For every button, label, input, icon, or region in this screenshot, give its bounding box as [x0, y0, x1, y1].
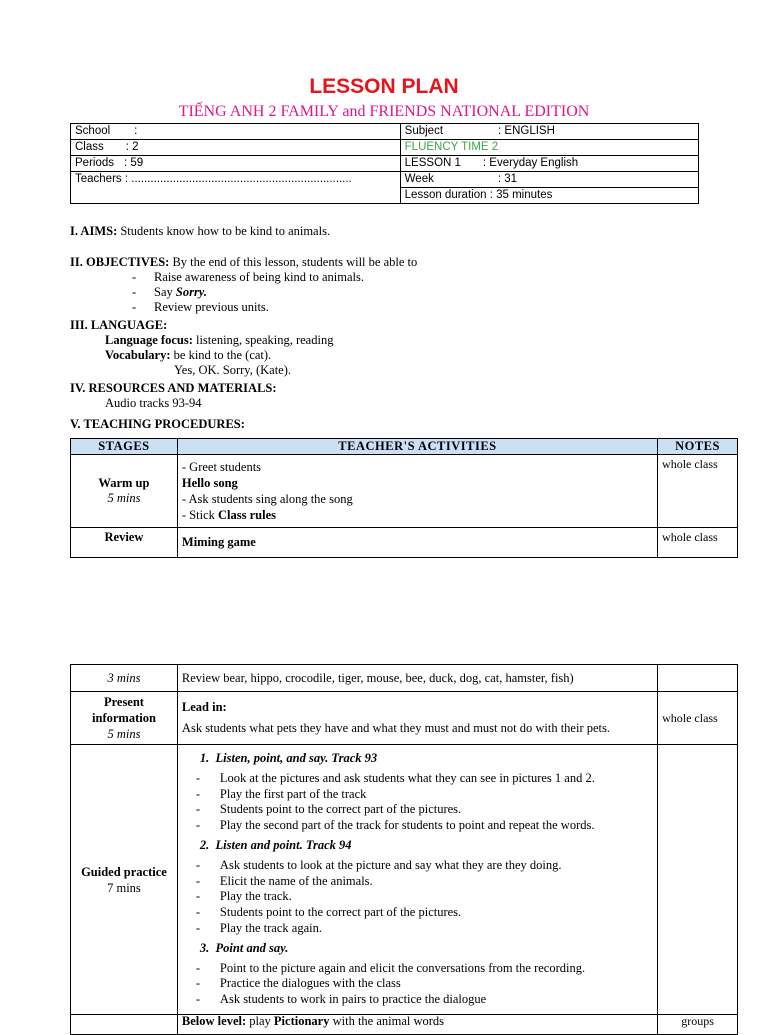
review-note: whole class	[658, 528, 738, 558]
info-table	[70, 123, 699, 204]
guided-activity: 1. Listen, point, and say. Track 93 - Look at the pictures and ask students what they can see in pictures 1 and 2. - Play the first part of the track - Students point to the correct part of the pictures. - Play the second part of the track for students to point and repeat the words. 2. Listen and point. Track 94 - Ask students to look at the picture and say what they are they doing. - Elicit the name of the animals. - Play the track. - Students point to the correct part of the pictures. - Play the track again. 3. Point and say. - Point to the picture again and elicit the conversations from the recording. - Practice the dialogues with the class - Ask students to work in pairs to practice the dialogue	[177, 745, 657, 1015]
col-notes: NOTES	[658, 439, 738, 455]
subject-cell: Subject : ENGLISH	[400, 124, 698, 140]
procedures-table-2	[70, 664, 738, 1035]
list-item: - Play the first part of the track	[182, 787, 653, 803]
duration-cell: Lesson duration : 35 minutes	[400, 188, 698, 204]
objective-item: - Say Sorry.	[132, 285, 690, 300]
teachers-cell: Teachers : .....................................................................	[71, 172, 401, 204]
review-time: 3 mins	[71, 665, 178, 692]
language-section: III. LANGUAGE: Language focus: listening, speaking, reading Vocabulary: be kind to the (cat). Yes, OK. Sorry, (Kate).	[70, 318, 334, 377]
list-item: - Students point to the correct part of the pictures.	[182, 905, 653, 921]
list-item: - Ask students to look at the picture and say what they are they doing.	[182, 858, 653, 874]
review-stage: Review	[71, 528, 178, 558]
objective-item: - Raise awareness of being kind to animals.	[132, 270, 690, 285]
col-stages: STAGES	[71, 439, 178, 455]
list-item: - Play the track.	[182, 889, 653, 905]
procedures-table-1	[70, 438, 738, 558]
periods-cell: Periods : 59	[71, 156, 401, 172]
resources-section: IV. RESOURCES AND MATERIALS: Audio tracks 93-94	[70, 381, 277, 410]
list-item: - Look at the pictures and ask students what they can see in pictures 1 and 2.	[182, 771, 653, 787]
class-cell: Class : 2	[71, 140, 401, 156]
review-activity: Miming game	[177, 528, 657, 558]
page-subtitle: TIẾNG ANH 2 FAMILY and FRIENDS NATIONAL EDITION	[178, 103, 590, 120]
guided-note	[658, 745, 738, 1015]
present-note: whole class	[658, 692, 738, 745]
week-cell: Week : 31	[400, 172, 698, 188]
list-item: - Elicit the name of the animals.	[182, 874, 653, 890]
review-text: Review bear, hippo, crocodile, tiger, mouse, bee, duck, dog, cat, hamster, fish)	[177, 665, 657, 692]
list-item: - Students point to the correct part of the pictures.	[182, 802, 653, 818]
guided-stage: Guided practice 7 mins	[71, 745, 178, 1015]
list-item: - Play the second part of the track for students to point and repeat the words.	[182, 818, 653, 834]
present-stage: Present information 5 mins	[71, 692, 178, 745]
list-item: - Point to the picture again and elicit the conversations from the recording.	[182, 961, 653, 977]
col-activities: TEACHER'S ACTIVITIES	[177, 439, 657, 455]
warmup-note: whole class	[658, 455, 738, 528]
warmup-activity: - Greet students Hello song - Ask students sing along the song - Stick Class rules	[177, 455, 657, 528]
procedures-heading: V. TEACHING PROCEDURES:	[70, 417, 245, 431]
school-cell: School :	[71, 124, 401, 140]
objective-item: - Review previous units.	[132, 300, 690, 315]
below-note: groups	[658, 1015, 738, 1035]
page-title: LESSON PLAN	[309, 75, 459, 98]
empty-note	[658, 665, 738, 692]
below-stage	[71, 1015, 178, 1035]
present-activity: Lead in: Ask students what pets they have and what they must and must not do with their pets.	[177, 692, 657, 745]
list-item: - Ask students to work in pairs to practice the dialogue	[182, 992, 653, 1008]
lesson-cell: LESSON 1 : Everyday English	[400, 156, 698, 172]
warmup-stage: Warm up 5 mins	[71, 455, 178, 528]
aims-section: I. AIMS: Students know how to be kind to animals.	[70, 224, 331, 238]
list-item: - Play the track again.	[182, 921, 653, 937]
list-item: - Practice the dialogues with the class	[182, 976, 653, 992]
objectives-section: II. OBJECTIVES: By the end of this lesson, students will be able to - Raise awareness of being kind to animals. - Say Sorry. - Review previous units.	[70, 255, 690, 315]
below-activity: Below level: play Pictionary with the animal words	[177, 1015, 657, 1035]
fluency-cell: FLUENCY TIME 2	[400, 140, 698, 156]
